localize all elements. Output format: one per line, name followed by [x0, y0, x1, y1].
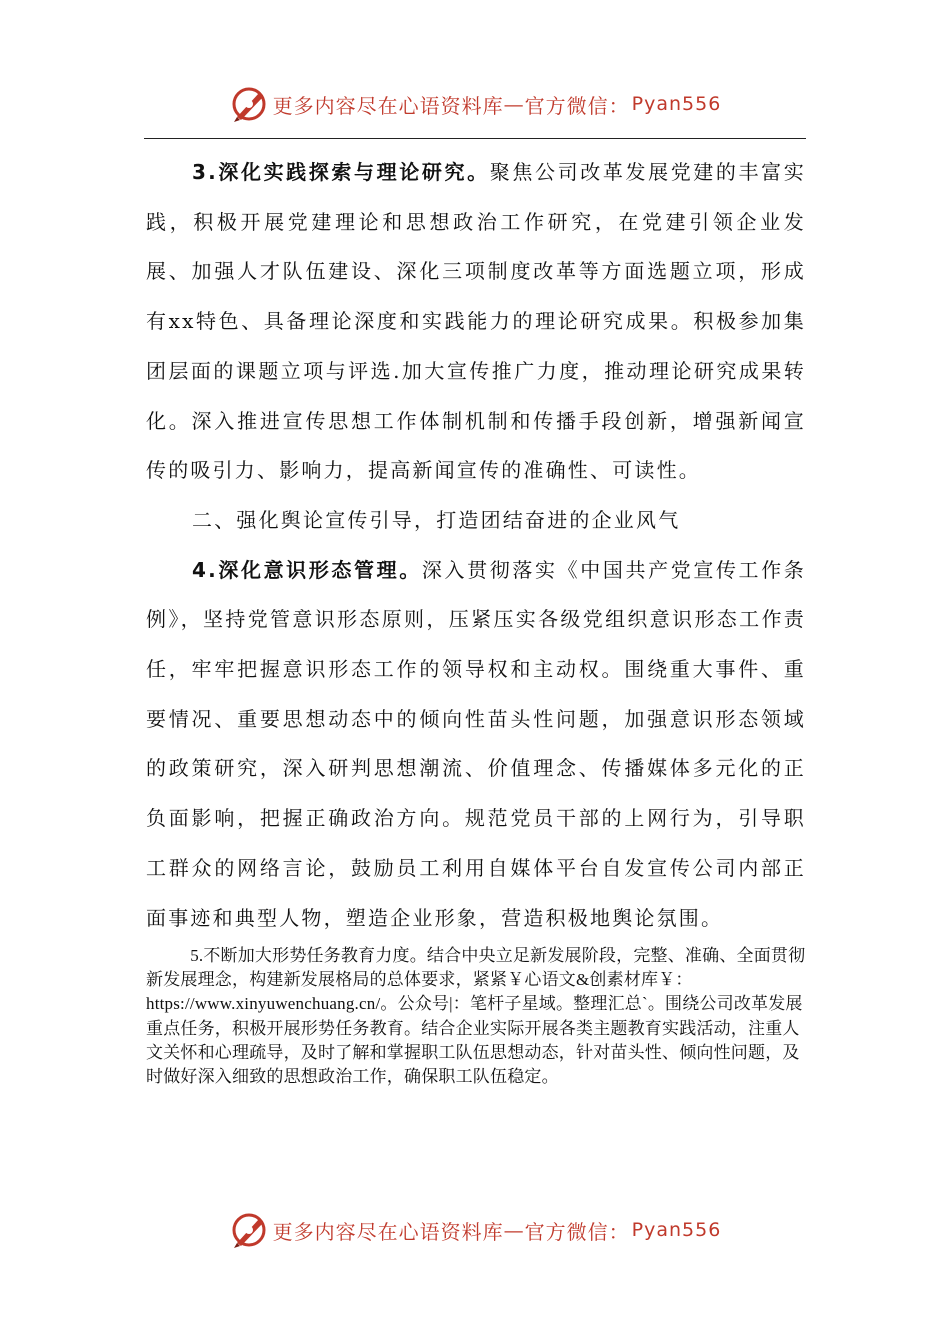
item-4-text: 深入贯彻落实《中国共产党宣传工作条例》，坚持党管意识形态原则，压紧压实各级党组织意识形态工作责任，牢牢把握意识形态工作的领导权和主动权。围绕重大事件、重要情况、重要思想动态中的倾向性苗头性问题，加强意识形态领域的政策研究，深入研判思想潮流、价值理念、传播媒体多元化的正负面影响，把握正确政治方向。规范党员干部的上网行为，引导职工群众的网络言论，鼓励员工利用自媒体平台自发宣传公司内部正面事迹和典型人物，塑造企业形象，营造积极地舆论氛围。 — [146, 557, 806, 930]
banner-wechat-id: Pyan556 — [631, 93, 722, 115]
item-3-text: 聚焦公司改革发展党建的丰富实践，积极开展党建理论和思想政治工作研究，在党建引领企业发展、加强人才队伍建设、深化三项制度改革等方面选题立项，形成有xx特色、具备理论深度和实践能力的理论研究成果。积极参加集团层面的课题立项与评选.加大宣传推广力度，推动理论研究成果转化。深入推进宣传思想工作体制机制和传播手段创新，增强新闻宣传的吸引力、影响力，提高新闻宣传的准确性、可读性。 — [146, 160, 806, 483]
item-4-lead: 4.深化意识形态管理。 — [192, 557, 422, 582]
paragraph-item-5: 5.不断加大形势任务教育力度。结合中央立足新发展阶段，完整、准确、全面贯彻新发展理念，构建新发展格局的总体要求，紧紧￥心语文&创素材库￥：https://www.xinyuwenchuang.cn/。公众号|：笔杆子星域。整理汇总`。围绕公司改革发展重点任务，积极开展形势任务教育。结合企业实际开展各类主题教育实践活动，注重人文关怀和心理疏导，及时了解和掌握职工队伍思想动态，针对苗头性、倾向性问题，及时做好深入细致的思想政治工作，确保职工队伍稳定。 — [146, 946, 806, 1087]
pen-logo-icon — [229, 84, 269, 124]
banner-separator: — — [503, 92, 525, 116]
pen-logo-icon — [229, 1210, 269, 1250]
banner-wechat-id: Pyan556 — [631, 1219, 722, 1241]
document-body-small — [146, 944, 806, 1089]
footer-banner — [0, 1206, 950, 1254]
banner-separator: — — [503, 1218, 525, 1242]
banner-site-text: 更多内容尽在心语资料库 — [272, 1219, 504, 1244]
document-body — [146, 148, 806, 943]
item-3-lead: 3.深化实践探索与理论研究。 — [192, 160, 490, 184]
banner-wechat-label: 官方微信： — [524, 93, 630, 118]
banner-site-text: 更多内容尽在心语资料库 — [272, 93, 504, 118]
banner-wechat-label: 官方微信： — [524, 1219, 630, 1244]
paragraph-item-4 — [146, 546, 806, 944]
header-banner — [0, 80, 950, 128]
section-heading-2: 二、强化舆论宣传引导，打造团结奋进的企业风气 — [192, 507, 681, 532]
paragraph-item-3 — [146, 148, 806, 496]
header-divider — [144, 138, 806, 139]
